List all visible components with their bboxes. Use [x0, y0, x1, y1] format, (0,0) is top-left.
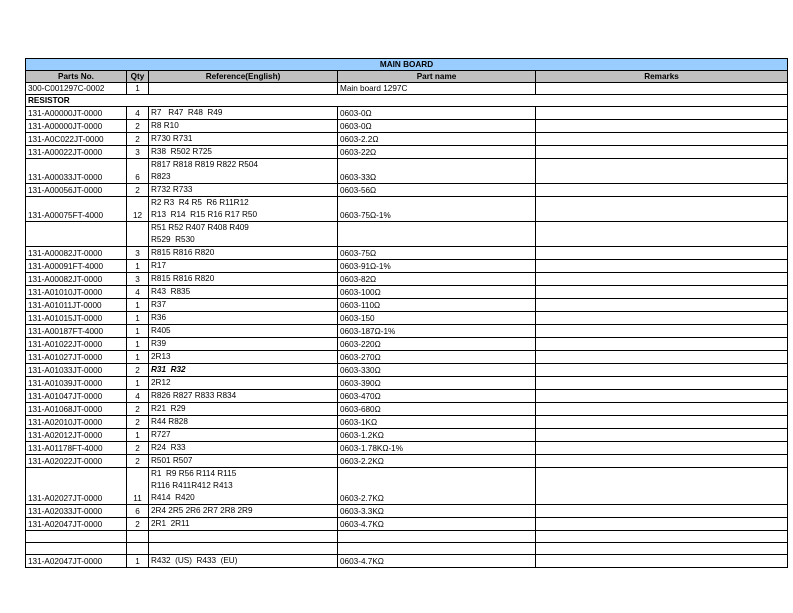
reference-cell: [149, 325, 338, 338]
table-row: [26, 429, 788, 442]
qty-cell: 3: [127, 247, 149, 260]
blank-cell: [127, 531, 149, 543]
reference-line: R24 R33: [151, 443, 186, 452]
remarks-cell: [536, 260, 788, 273]
reference-line: R8 R10: [151, 121, 179, 130]
table-row: [26, 159, 788, 184]
table-row: [26, 299, 788, 312]
remarks-cell: [536, 146, 788, 159]
parts-no-cell: 131-A02010JT-0000: [26, 416, 127, 429]
reference-cell: [149, 286, 338, 299]
reference-line: R7 R47 R48 R49: [151, 108, 223, 117]
reference-cell: [149, 403, 338, 416]
table-row: [26, 222, 788, 247]
part-name-cell: 0603-390Ω: [338, 377, 536, 390]
parts-no-cell: 131-A00082JT-0000: [26, 273, 127, 286]
parts-no-cell: 131-A00056JT-0000: [26, 184, 127, 197]
parts-no-cell: 131-A00091FT-4000: [26, 260, 127, 273]
reference-line: R38 R502 R725: [151, 147, 212, 156]
reference-line: R815 R816 R820: [151, 274, 215, 283]
part-name-cell: 0603-110Ω: [338, 299, 536, 312]
table-body: [26, 83, 788, 568]
part-name-cell: 0603-1.2KΩ: [338, 429, 536, 442]
table-row: [26, 325, 788, 338]
table-row: [26, 455, 788, 468]
header-parts-no: Parts No.: [26, 71, 127, 83]
blank-cell: [536, 543, 788, 555]
table-row: [26, 364, 788, 377]
remarks-cell: [536, 455, 788, 468]
part-name-cell: 0603-75Ω: [338, 247, 536, 260]
blank-cell: [338, 543, 536, 555]
reference-line: R1 R9 R56 R114 R115: [151, 469, 237, 478]
table-row: [26, 146, 788, 159]
reference-cell: [149, 416, 338, 429]
table-row: [26, 442, 788, 455]
parts-no-cell: 131-A00000JT-0000: [26, 107, 127, 120]
blank-cell: [26, 543, 127, 555]
header-remarks: Remarks: [536, 71, 788, 83]
part-name-cell: [338, 222, 536, 247]
reference-line: R21 R29: [151, 404, 186, 413]
reference-cell: [149, 377, 338, 390]
remarks-cell: [536, 338, 788, 351]
table-row: [26, 286, 788, 299]
parts-no-cell: 131-A01039JT-0000: [26, 377, 127, 390]
reference-line: R43 R835: [151, 287, 191, 296]
parts-no-cell: 131-A02022JT-0000: [26, 455, 127, 468]
table-row: [26, 518, 788, 531]
qty-cell: 2: [127, 518, 149, 531]
qty-cell: 3: [127, 146, 149, 159]
parts-no-cell: 131-A01178FT-4000: [26, 442, 127, 455]
remarks-cell: [536, 377, 788, 390]
part-name-cell: Main board 1297C: [338, 83, 536, 95]
reference-line: R31 R32: [151, 365, 186, 374]
remarks-cell: [536, 120, 788, 133]
qty-cell: 4: [127, 390, 149, 403]
reference-line: R13 R14 R15 R16 R17 R50: [151, 210, 258, 219]
part-name-cell: 0603-91Ω-1%: [338, 260, 536, 273]
remarks-cell: [536, 416, 788, 429]
reference-line: R817 R818 R819 R822 R504: [151, 160, 258, 169]
reference-line: R39: [151, 339, 167, 348]
remarks-cell: [536, 159, 788, 184]
remarks-cell: [536, 273, 788, 286]
remarks-cell: [536, 364, 788, 377]
part-name-cell: 0603-56Ω: [338, 184, 536, 197]
header-reference: Reference(English): [149, 71, 338, 83]
qty-cell: [127, 222, 149, 247]
parts-no-cell: 131-A00075FT-4000: [26, 197, 127, 222]
qty-cell: 2: [127, 120, 149, 133]
part-name-cell: 0603-2.2Ω: [338, 133, 536, 146]
qty-cell: 1: [127, 260, 149, 273]
qty-cell: 2: [127, 455, 149, 468]
reference-line: 2R4 2R5 2R6 2R7 2R8 2R9: [151, 506, 253, 515]
reference-line: R2 R3 R4 R5 R6 R11R12: [151, 198, 249, 207]
part-name-cell: 0603-2.7KΩ: [338, 468, 536, 505]
reference-line: R116 R411R412 R413: [151, 481, 233, 490]
reference-line: R432 (US) R433 (EU): [151, 556, 238, 565]
remarks-cell: [536, 351, 788, 364]
part-name-cell: 0603-75Ω-1%: [338, 197, 536, 222]
qty-cell: 6: [127, 159, 149, 184]
table-row: [26, 377, 788, 390]
parts-no-cell: 131-A01022JT-0000: [26, 338, 127, 351]
table-title: MAIN BOARD: [26, 59, 788, 71]
table-row: [26, 403, 788, 416]
parts-no-cell: 131-A01011JT-0000: [26, 299, 127, 312]
blank-cell: [149, 531, 338, 543]
qty-cell: 2: [127, 364, 149, 377]
reference-cell: [149, 146, 338, 159]
parts-no-cell: 131-A01027JT-0000: [26, 351, 127, 364]
reference-cell: [149, 197, 338, 222]
table-row: [26, 390, 788, 403]
remarks-cell: [536, 403, 788, 416]
remarks-cell: [536, 518, 788, 531]
reference-cell: [149, 184, 338, 197]
reference-cell: [149, 429, 338, 442]
parts-no-cell: 300-C001297C-0002: [26, 83, 127, 95]
reference-cell: [149, 518, 338, 531]
table-row: [26, 83, 788, 95]
qty-cell: 2: [127, 416, 149, 429]
qty-cell: 1: [127, 351, 149, 364]
part-name-cell: 0603-4.7KΩ: [338, 555, 536, 568]
part-name-cell: 0603-1.78KΩ-1%: [338, 442, 536, 455]
reference-cell: [149, 247, 338, 260]
part-name-cell: 0603-270Ω: [338, 351, 536, 364]
table-row: [26, 184, 788, 197]
reference-line: R501 R507: [151, 456, 193, 465]
reference-cell: [149, 120, 338, 133]
reference-line: R414 R420: [151, 493, 195, 502]
remarks-cell: [536, 197, 788, 222]
parts-no-cell: 131-A01010JT-0000: [26, 286, 127, 299]
part-name-cell: 0603-1KΩ: [338, 416, 536, 429]
remarks-cell: [536, 555, 788, 568]
reference-line: R37: [151, 300, 167, 309]
part-name-cell: 0603-470Ω: [338, 390, 536, 403]
reference-line: R815 R816 R820: [151, 248, 215, 257]
reference-cell: [149, 351, 338, 364]
reference-cell: [149, 83, 338, 95]
remarks-cell: [536, 184, 788, 197]
remarks-cell: [536, 429, 788, 442]
qty-cell: 11: [127, 468, 149, 505]
header-qty: Qty: [127, 71, 149, 83]
part-name-cell: 0603-187Ω-1%: [338, 325, 536, 338]
qty-cell: 1: [127, 429, 149, 442]
remarks-cell: [536, 505, 788, 518]
reference-cell: [149, 442, 338, 455]
part-name-cell: 0603-100Ω: [338, 286, 536, 299]
qty-cell: 2: [127, 133, 149, 146]
table-title-row: [26, 59, 788, 71]
parts-no-cell: 131-A01068JT-0000: [26, 403, 127, 416]
table-row: [26, 197, 788, 222]
parts-no-cell: 131-A01047JT-0000: [26, 390, 127, 403]
reference-cell: [149, 338, 338, 351]
reference-cell: [149, 299, 338, 312]
parts-no-cell: 131-A01015JT-0000: [26, 312, 127, 325]
part-name-cell: 0603-4.7KΩ: [338, 518, 536, 531]
header-row: [26, 71, 788, 83]
reference-cell: [149, 364, 338, 377]
qty-cell: 3: [127, 273, 149, 286]
reference-line: R732 R733: [151, 185, 193, 194]
table-row: [26, 260, 788, 273]
header-part-name: Part name: [338, 71, 536, 83]
remarks-cell: [536, 286, 788, 299]
reference-line: R51 R52 R407 R408 R409: [151, 223, 249, 232]
reference-cell: [149, 505, 338, 518]
part-name-cell: 0603-33Ω: [338, 159, 536, 184]
reference-cell: [149, 273, 338, 286]
qty-cell: 2: [127, 403, 149, 416]
remarks-cell: [536, 247, 788, 260]
reference-line: 2R1 2R11: [151, 519, 190, 528]
table-row: [26, 312, 788, 325]
table-row: [26, 247, 788, 260]
qty-cell: 1: [127, 299, 149, 312]
parts-no-cell: 131-A02033JT-0000: [26, 505, 127, 518]
reference-cell: [149, 107, 338, 120]
qty-cell: 1: [127, 312, 149, 325]
remarks-cell: [536, 442, 788, 455]
parts-no-cell: 131-A02047JT-0000: [26, 518, 127, 531]
reference-cell: [149, 222, 338, 247]
reference-cell: [149, 133, 338, 146]
qty-cell: 1: [127, 377, 149, 390]
remarks-cell: [536, 299, 788, 312]
parts-no-cell: 131-A00000JT-0000: [26, 120, 127, 133]
blank-cell: [149, 543, 338, 555]
blank-cell: [127, 543, 149, 555]
table-row: [26, 133, 788, 146]
remarks-cell: [536, 468, 788, 505]
qty-cell: 1: [127, 555, 149, 568]
part-name-cell: 0603-220Ω: [338, 338, 536, 351]
parts-no-cell: 131-A02027JT-0000: [26, 468, 127, 505]
remarks-cell: [536, 325, 788, 338]
blank-cell: [338, 531, 536, 543]
table-row: [26, 273, 788, 286]
part-name-cell: 0603-680Ω: [338, 403, 536, 416]
part-name-cell: 0603-330Ω: [338, 364, 536, 377]
part-name-cell: 0603-2.2KΩ: [338, 455, 536, 468]
parts-no-cell: 131-A00187FT-4000: [26, 325, 127, 338]
part-name-cell: 0603-3.3KΩ: [338, 505, 536, 518]
reference-line: R823: [151, 172, 171, 181]
blank-cell: [26, 531, 127, 543]
reference-cell: [149, 312, 338, 325]
remarks-cell: [536, 83, 788, 95]
qty-cell: 1: [127, 325, 149, 338]
remarks-cell: [536, 222, 788, 247]
parts-no-cell: 131-A02012JT-0000: [26, 429, 127, 442]
qty-cell: 1: [127, 338, 149, 351]
qty-cell: 1: [127, 83, 149, 95]
reference-line: R36: [151, 313, 167, 322]
table-row: [26, 120, 788, 133]
qty-cell: 12: [127, 197, 149, 222]
reference-cell: [149, 260, 338, 273]
reference-line: R17: [151, 261, 167, 270]
reference-line: R727: [151, 430, 171, 439]
section-label: RESISTOR: [26, 95, 788, 107]
part-name-cell: 0603-0Ω: [338, 107, 536, 120]
reference-line: 2R13: [151, 352, 171, 361]
part-name-cell: 0603-150: [338, 312, 536, 325]
reference-cell: [149, 555, 338, 568]
reference-cell: [149, 468, 338, 505]
reference-line: R44 R828: [151, 417, 188, 426]
qty-cell: 6: [127, 505, 149, 518]
table-row: [26, 351, 788, 364]
table-row: [26, 416, 788, 429]
remarks-cell: [536, 133, 788, 146]
parts-no-cell: 131-A00022JT-0000: [26, 146, 127, 159]
parts-no-cell: [26, 222, 127, 247]
blank-row: [26, 531, 788, 543]
qty-cell: 4: [127, 107, 149, 120]
table-row: [26, 338, 788, 351]
parts-no-cell: 131-A02047JT-0000: [26, 555, 127, 568]
parts-no-cell: 131-A00033JT-0000: [26, 159, 127, 184]
reference-line: R529 R530: [151, 235, 195, 244]
table-row: [26, 468, 788, 505]
parts-table: [25, 58, 788, 568]
table-row: [26, 505, 788, 518]
reference-line: R826 R827 R833 R834: [151, 391, 237, 400]
part-name-cell: 0603-0Ω: [338, 120, 536, 133]
reference-line: R405: [151, 326, 171, 335]
table-row: [26, 107, 788, 120]
remarks-cell: [536, 390, 788, 403]
table-row: [26, 555, 788, 568]
remarks-cell: [536, 107, 788, 120]
reference-line: R730 R731: [151, 134, 193, 143]
reference-cell: [149, 390, 338, 403]
blank-cell: [536, 531, 788, 543]
remarks-cell: [536, 312, 788, 325]
qty-cell: 2: [127, 442, 149, 455]
reference-cell: [149, 455, 338, 468]
parts-no-cell: 131-A00082JT-0000: [26, 247, 127, 260]
blank-row: [26, 543, 788, 555]
qty-cell: 4: [127, 286, 149, 299]
parts-no-cell: 131-A0C022JT-0000: [26, 133, 127, 146]
parts-no-cell: 131-A01033JT-0000: [26, 364, 127, 377]
qty-cell: 2: [127, 184, 149, 197]
reference-cell: [149, 159, 338, 184]
part-name-cell: 0603-82Ω: [338, 273, 536, 286]
reference-line: 2R12: [151, 378, 171, 387]
section-row: [26, 95, 788, 107]
part-name-cell: 0603-22Ω: [338, 146, 536, 159]
